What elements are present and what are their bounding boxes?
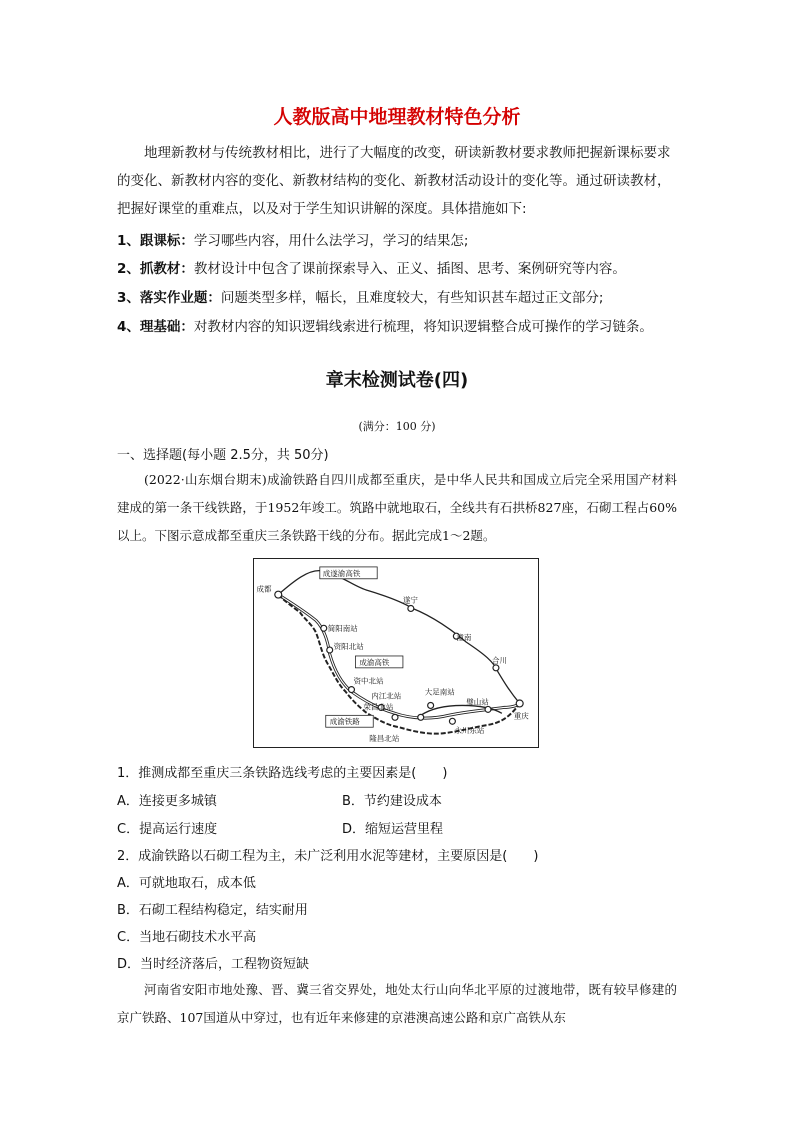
station-tongnan: 潼南 bbox=[456, 633, 472, 643]
station-rongchang-bei: 荣昌北站 bbox=[363, 702, 394, 712]
station-bishan: 璧山站 bbox=[466, 697, 489, 707]
station-suining: 遂宁 bbox=[402, 595, 418, 605]
question-1-option-b: B．节约建设成本 bbox=[342, 794, 442, 809]
station-zizhong-bei: 资中北站 bbox=[353, 676, 384, 686]
question-2-option-d: D．当时经济落后，工程物资短缺 bbox=[117, 957, 310, 972]
question-2-stem: 2．成渝铁路以石砌工程为主，未广泛利用水泥等建材，主要原因是( ) bbox=[117, 849, 539, 864]
railway-map-svg bbox=[254, 559, 538, 747]
measure-text: 教材设计中包含了课前探索导入、正义、插图、思考、案例研究等内容。 bbox=[193, 261, 626, 277]
station-longchang-bei: 隆昌北站 bbox=[369, 734, 400, 744]
question-2-option-c: C．当地石砌技术水平高 bbox=[117, 930, 257, 945]
measure-item-1 bbox=[117, 227, 468, 255]
measure-label: 4、理基础： bbox=[117, 319, 194, 335]
exam-score: (满分：100 分) bbox=[358, 420, 436, 433]
measure-label: 3、落实作业题： bbox=[117, 290, 221, 306]
measure-text: 学习哪些内容，用什么法学习，学习的结果怎; bbox=[193, 233, 469, 249]
question-2-option-b: B．石砌工程结构稳定，结实耐用 bbox=[117, 903, 308, 918]
label-chengyu-railway: 成渝铁路 bbox=[329, 717, 360, 727]
question-1-option-c: C．提高运行速度 bbox=[117, 822, 218, 837]
measure-label: 1、跟课标： bbox=[117, 233, 194, 249]
question-1-option-d: D．缩短运营里程 bbox=[342, 822, 444, 837]
question-1-option-a: A．连接更多城镇 bbox=[117, 794, 217, 809]
label-chengyu-hsr: 成渝高铁 bbox=[359, 657, 390, 667]
station-neijiang-bei: 内江北站 bbox=[371, 691, 402, 701]
passage-2: 河南省安阳市地处豫、晋、冀三省交界处，地处太行山向华北平原的过渡地带，既有较早修建的京广铁路、107国道从中穿过，也有近年来修建的京港澳高速公路和京广高铁从东 bbox=[117, 982, 677, 1025]
label-chengsuiyu: 成遂渝高铁 bbox=[322, 568, 361, 578]
question-2-option-a: A．可就地取石，成本低 bbox=[117, 876, 256, 891]
station-chongqing: 重庆 bbox=[513, 711, 529, 721]
station-chengdu: 成都 bbox=[256, 584, 272, 594]
measure-text: 问题类型多样，幅长，且难度较大，有些知识甚车超过正文部分; bbox=[220, 290, 604, 306]
station-yongchuan-dong: 永川东站 bbox=[454, 726, 485, 736]
measure-item-4 bbox=[117, 313, 653, 341]
station-ziyang-bei: 资阳北站 bbox=[333, 642, 364, 652]
section-heading: 一、选择题(每小题 2.5分，共 50分) bbox=[117, 448, 329, 463]
measure-text: 对教材内容的知识逻辑线索进行梳理，将知识逻辑整合成可操作的学习链条。 bbox=[193, 319, 653, 335]
station-dazu-nan: 大足南站 bbox=[424, 687, 455, 697]
passage-1: (2022·山东烟台期末)成渝铁路自四川成都至重庆，是中华人民共和国成立后完全采用国产材料建成的第一条干线铁路，于1952年竣工。筑路中就地取石，全线共有石拱桥827座，石砌工程占60%以上。下图示意成都至重庆三条铁路干线的分布。据此完成1～2题。 bbox=[117, 472, 677, 543]
measure-item-3 bbox=[117, 284, 603, 312]
measure-label: 2、抓教材： bbox=[117, 261, 194, 277]
railway-map bbox=[253, 558, 539, 748]
question-1-stem: 1．推测成都至重庆三条铁路选线考虑的主要因素是( ) bbox=[117, 766, 448, 781]
intro-paragraph: 地理新教材与传统教材相比，进行了大幅度的改变，研读新教材要求教师把握新课标要求的变化、新教材内容的变化、新教材结构的变化、新教材活动设计的变化等。通过研读教材，把握好课堂的重难点，以及对于学生知识讲解的深度。具体措施如下: bbox=[117, 145, 671, 217]
station-jianyang-nan: 简阳南站 bbox=[327, 624, 358, 634]
measure-item-2 bbox=[117, 255, 626, 283]
station-hechuan: 合川 bbox=[491, 655, 508, 665]
exam-title: 章末检测试卷(四) bbox=[325, 370, 469, 391]
page-title: 人教版高中地理教材特色分析 bbox=[273, 106, 521, 128]
